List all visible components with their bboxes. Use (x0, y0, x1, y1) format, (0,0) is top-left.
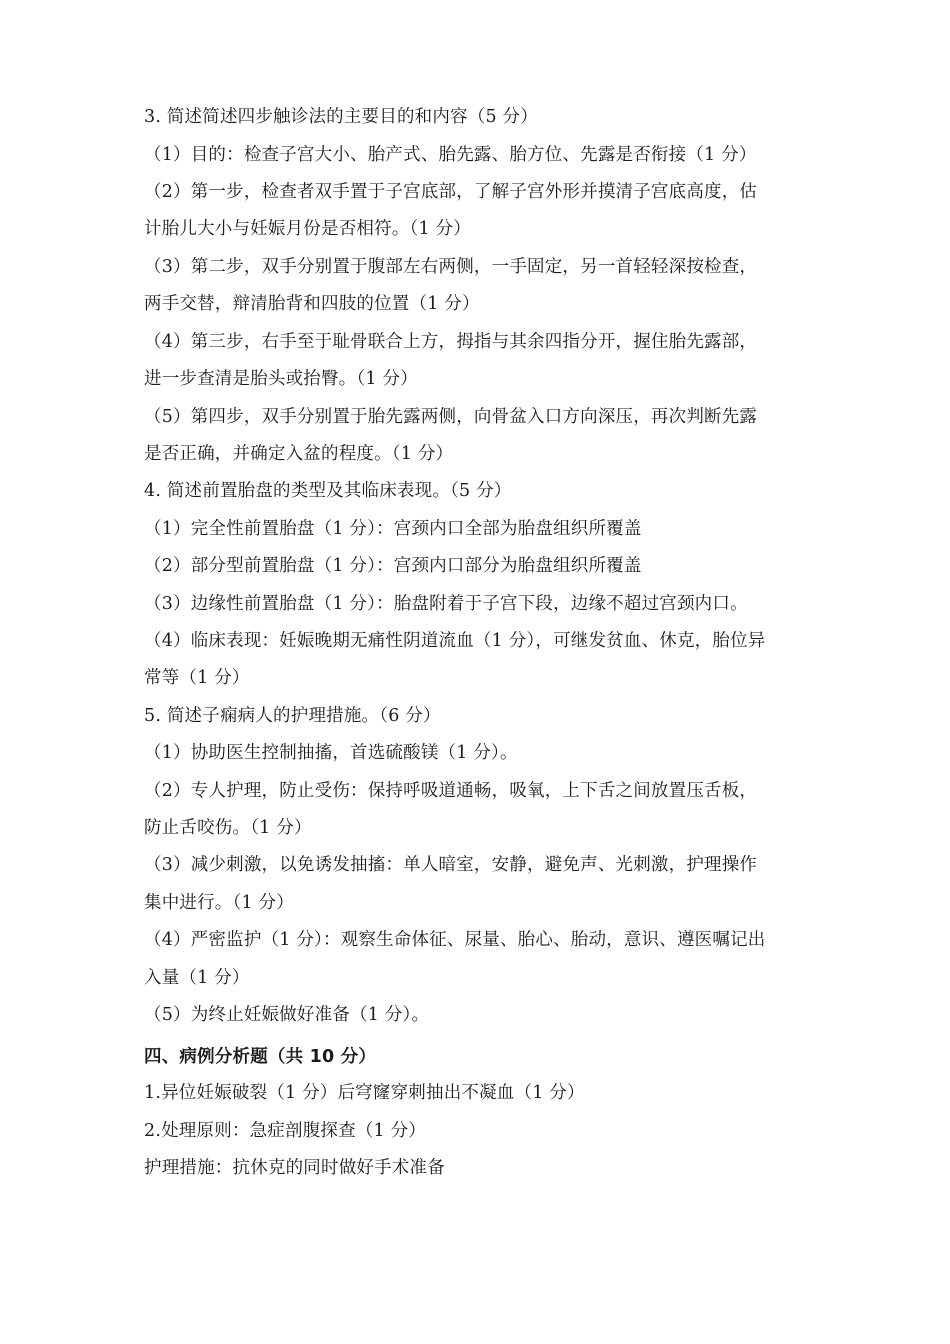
text-line: 集中进行。（1 分） (144, 893, 294, 913)
text-line: 1.异位妊娠破裂（1 分）后穹窿穿刺抽出不凝血（1 分） (144, 1083, 585, 1103)
question-4-heading: 4. 简述前置胎盘的类型及其临床表现。（5 分） (144, 481, 512, 501)
text-line: （5）第四步，双手分别置于胎先露两侧，向骨盆入口方向深压，再次判断先露 (144, 407, 758, 427)
text-line: （4）临床表现：妊娠晚期无痛性阴道流血（1 分），可继发贫血、休克，胎位异 (144, 631, 766, 651)
text-line: 护理措施：抗休克的同时做好手术准备 (144, 1158, 445, 1178)
text-line: （1）完全性前置胎盘（1 分）：宫颈内口全部为胎盘组织所覆盖 (144, 519, 642, 539)
text-line: （3）第二步，双手分别置于腹部左右两侧，一手固定，另一首轻轻深按检查， (144, 257, 758, 277)
text-line: （4）第三步，右手至于耻骨联合上方，拇指与其余四指分开，握住胎先露部， (144, 332, 758, 352)
text-line: 防止舌咬伤。（1 分） (144, 818, 312, 838)
text-line: （3）减少刺激，以免诱发抽搐：单人暗室，安静，避免声、光刺激，护理操作 (144, 855, 758, 875)
text-line: 进一步查清是胎头或抬臀。（1 分） (144, 369, 418, 389)
text-line: （1）协助医生控制抽搐，首选硫酸镁（1 分）。 (144, 743, 518, 763)
question-3-heading: 3. 简述简述四步触诊法的主要目的和内容（5 分） (144, 107, 538, 127)
question-5-heading: 5. 简述子痫病人的护理措施。（6 分） (144, 706, 441, 726)
text-line: （1）目的：检查子宫大小、胎产式、胎先露、胎方位、先露是否衔接（1 分） (144, 145, 757, 165)
text-line: （4）严密监护（1 分）：观察生命体征、尿量、胎心、胎动，意识、遵医嘱记出 (144, 930, 766, 950)
text-line: （3）边缘性前置胎盘（1 分）：胎盘附着于子宫下段，边缘不超过宫颈内口。 (144, 594, 748, 614)
text-line: 两手交替，辩清胎背和四肢的位置（1 分） (144, 294, 480, 314)
section-4-title: 四、病例分析题（共 10 分） (144, 1047, 377, 1067)
text-line: （2）专人护理，防止受伤：保持呼吸道通畅，吸氧，上下舌之间放置压舌板， (144, 781, 758, 801)
text-line: （2）部分型前置胎盘（1 分）：宫颈内口部分为胎盘组织所覆盖 (144, 556, 642, 576)
text-line: （5）为终止妊娠做好准备（1 分）。 (144, 1005, 430, 1025)
text-line: （2）第一步，检查者双手置于子宫底部，了解子宫外形并摸清子宫底高度，估 (144, 182, 758, 202)
text-line: 常等（1 分） (144, 668, 250, 688)
text-line: 2.处理原则：急症剖腹探查（1 分） (144, 1121, 426, 1141)
text-line: 是否正确，并确定入盆的程度。（1 分） (144, 444, 454, 464)
text-line: 计胎儿大小与妊娠月份是否相符。（1 分） (144, 219, 471, 239)
text-line: 入量（1 分） (144, 968, 250, 988)
